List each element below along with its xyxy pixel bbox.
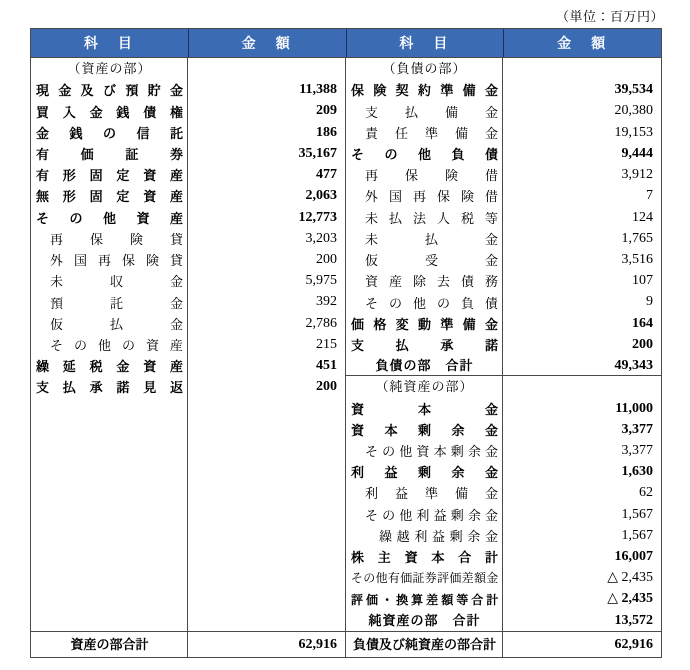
row-amount: 3,377 [621,442,653,458]
row-label: そ の 他 利 益 剰 余 金 [346,504,503,525]
row-label: そ の 他 の 資 産 [31,334,188,355]
table-row [346,482,661,503]
row-label: 資 産 除 去 債 務 [346,270,503,291]
table-row [346,143,661,164]
row-label: 株 主 資 本 合 計 [346,546,503,567]
table-header-row [31,29,661,58]
table-row [346,164,661,185]
table-row [31,164,345,185]
row-amount: 20,380 [614,103,653,119]
table-row [346,270,661,291]
row-amount: 3,516 [621,251,653,267]
table-row [31,291,345,312]
row-amount: 11,000 [615,400,653,416]
header-cell-amount-right: 金 額 [503,29,661,57]
table-row [346,419,661,440]
row-amount: 477 [316,167,337,183]
row-label: 支 払 承 諾 [346,334,503,355]
row-label: 支 払 承 諾 見 返 [31,376,188,397]
row-label: 有 形 固 定 資 産 [31,164,188,185]
row-label: 無 形 固 定 資 産 [31,185,188,206]
table-row [346,313,661,334]
row-amount: 62 [639,485,653,501]
table-row [31,207,345,228]
row-amount: 215 [316,336,337,352]
header-cell-item-left: 科 目 [83,35,135,51]
row-label: 現 金 及 び 預 貯 金 [31,79,188,100]
row-amount: 1,567 [621,506,653,522]
table-row [346,546,661,567]
row-label: （純資産の部） [346,376,503,397]
table-row [346,122,661,143]
row-label: 未 収 金 [31,270,188,291]
section-header-row [31,58,345,79]
subtotal-row [346,610,661,631]
header-cell-item-right: 科 目 [346,29,504,57]
table-row [31,334,345,355]
row-label: 未 払 金 [346,228,503,249]
row-amount: 3,203 [305,230,337,246]
balance-sheet-table [30,28,662,658]
table-row [31,228,345,249]
row-amount: 200 [632,336,653,352]
row-label: 資 本 金 [346,398,503,419]
table-footer-row [31,631,661,657]
row-amount: 3,377 [621,421,653,437]
table-row [346,79,661,100]
row-amount: 1,765 [621,230,653,246]
row-label: 負債の部 合計 [346,355,503,375]
subtotal-row [346,355,661,376]
table-body [31,58,661,631]
row-label: 支 払 備 金 [346,100,503,121]
table-row [346,334,661,355]
assets-column [31,58,346,631]
row-amount: 1,630 [621,464,653,480]
row-label: 利 益 剰 余 金 [346,461,503,482]
row-label: 繰 延 税 金 資 産 [31,355,188,376]
row-label: 再 保 険 借 [346,164,503,185]
row-amount: 39,534 [614,82,653,98]
liabilities-column [346,58,661,631]
empty-rows-filler [31,398,345,632]
row-label: 責 任 準 備 金 [346,122,503,143]
assets-total [31,632,346,657]
table-row [346,228,661,249]
row-label: そ の 他 資 本 剰 余 金 [346,440,503,461]
table-row [31,122,345,143]
row-label: （負債の部） [346,58,503,79]
table-row [31,249,345,270]
row-label: 純資産の部 合計 [346,610,503,631]
row-amount: 186 [316,124,337,140]
table-row [346,525,661,546]
row-amount: 1,567 [621,527,653,543]
table-row [346,461,661,482]
row-label: 仮 受 金 [346,249,503,270]
row-amount: 9 [646,294,653,310]
row-label: 評 価 ・ 換 算 差 額 等 合 計 [346,588,503,609]
row-label: 再 保 険 貸 [31,228,188,249]
liabilities-net-total [346,632,661,657]
table-row [31,143,345,164]
row-label: 金 銭 の 信 託 [31,122,188,143]
row-amount: 2,063 [305,188,337,204]
empty-amount-cell [188,398,345,632]
row-label: 価 格 変 動 準 備 金 [346,313,503,334]
row-label: 利 益 準 備 金 [346,482,503,503]
table-row [346,291,661,312]
header-cell-amount-left: 金 額 [188,29,346,57]
assets-total-amount: 62,916 [298,637,337,652]
table-row [346,588,661,609]
table-row [346,567,661,588]
row-amount: 12,773 [298,209,337,225]
row-amount: 9,444 [621,145,653,161]
row-amount: 3,912 [621,167,653,183]
row-amount: 35,167 [298,145,337,161]
row-label: 有 価 証 券 [31,143,188,164]
table-row [31,185,345,206]
table-row [346,207,661,228]
row-amount [503,376,661,397]
row-amount: 11,388 [299,82,337,98]
row-amount: 7 [646,188,653,204]
row-amount: 200 [316,251,337,267]
table-row [31,355,345,376]
row-label: 預 託 金 [31,291,188,312]
assets-total-label: 資産の部合計 [31,632,188,657]
row-amount: 209 [316,103,337,119]
empty-label-cell [31,398,188,632]
row-amount: 164 [632,315,653,331]
row-amount: 19,153 [614,124,653,140]
table-row [31,313,345,334]
liabilities-net-total-amount: 62,916 [614,637,653,652]
row-amount [188,58,345,79]
section-header-row [346,58,661,79]
table-row [346,440,661,461]
row-label: 保 険 契 約 準 備 金 [346,79,503,100]
row-amount: △ 2,435 [607,570,653,586]
row-amount: 451 [316,358,337,374]
table-row [346,249,661,270]
row-amount: 13,572 [614,612,653,628]
section-header-row [346,376,661,397]
liabilities-net-total-label: 負債及び純資産の部合計 [346,632,503,657]
unit-label: （単位：百万円） [555,9,664,24]
row-label: 仮 払 金 [31,313,188,334]
table-row [346,100,661,121]
row-amount: 200 [316,379,337,395]
row-label: そ の 他 負 債 [346,143,503,164]
row-label: 資 本 剰 余 金 [346,419,503,440]
row-label: そ の 他 の 負 債 [346,291,503,312]
row-label: 買 入 金 銭 債 権 [31,100,188,121]
table-row [346,185,661,206]
row-amount [503,58,661,79]
row-amount: 392 [316,294,337,310]
row-label: 外 国 再 保 険 借 [346,185,503,206]
row-label: （資産の部） [31,58,188,79]
table-row [346,398,661,419]
table-row [31,79,345,100]
table-row [31,376,345,397]
table-row [346,504,661,525]
row-label: 外 国 再 保 険 貸 [31,249,188,270]
row-label: 繰 越 利 益 剰 余 金 [346,525,503,546]
row-amount: 2,786 [305,315,337,331]
table-row [31,270,345,291]
row-label: 未 払 法 人 税 等 [346,207,503,228]
row-amount: 124 [632,209,653,225]
row-amount: 107 [632,273,653,289]
row-amount: 16,007 [614,549,653,565]
row-amount: △ 2,435 [607,591,653,607]
row-amount: 49,343 [614,358,653,374]
row-amount: 5,975 [305,273,337,289]
row-label: そ の 他 資 産 [31,207,188,228]
table-row [31,100,345,121]
row-label: そ の 他 有 価 証 券 評 価 差 額 金 [346,567,503,588]
